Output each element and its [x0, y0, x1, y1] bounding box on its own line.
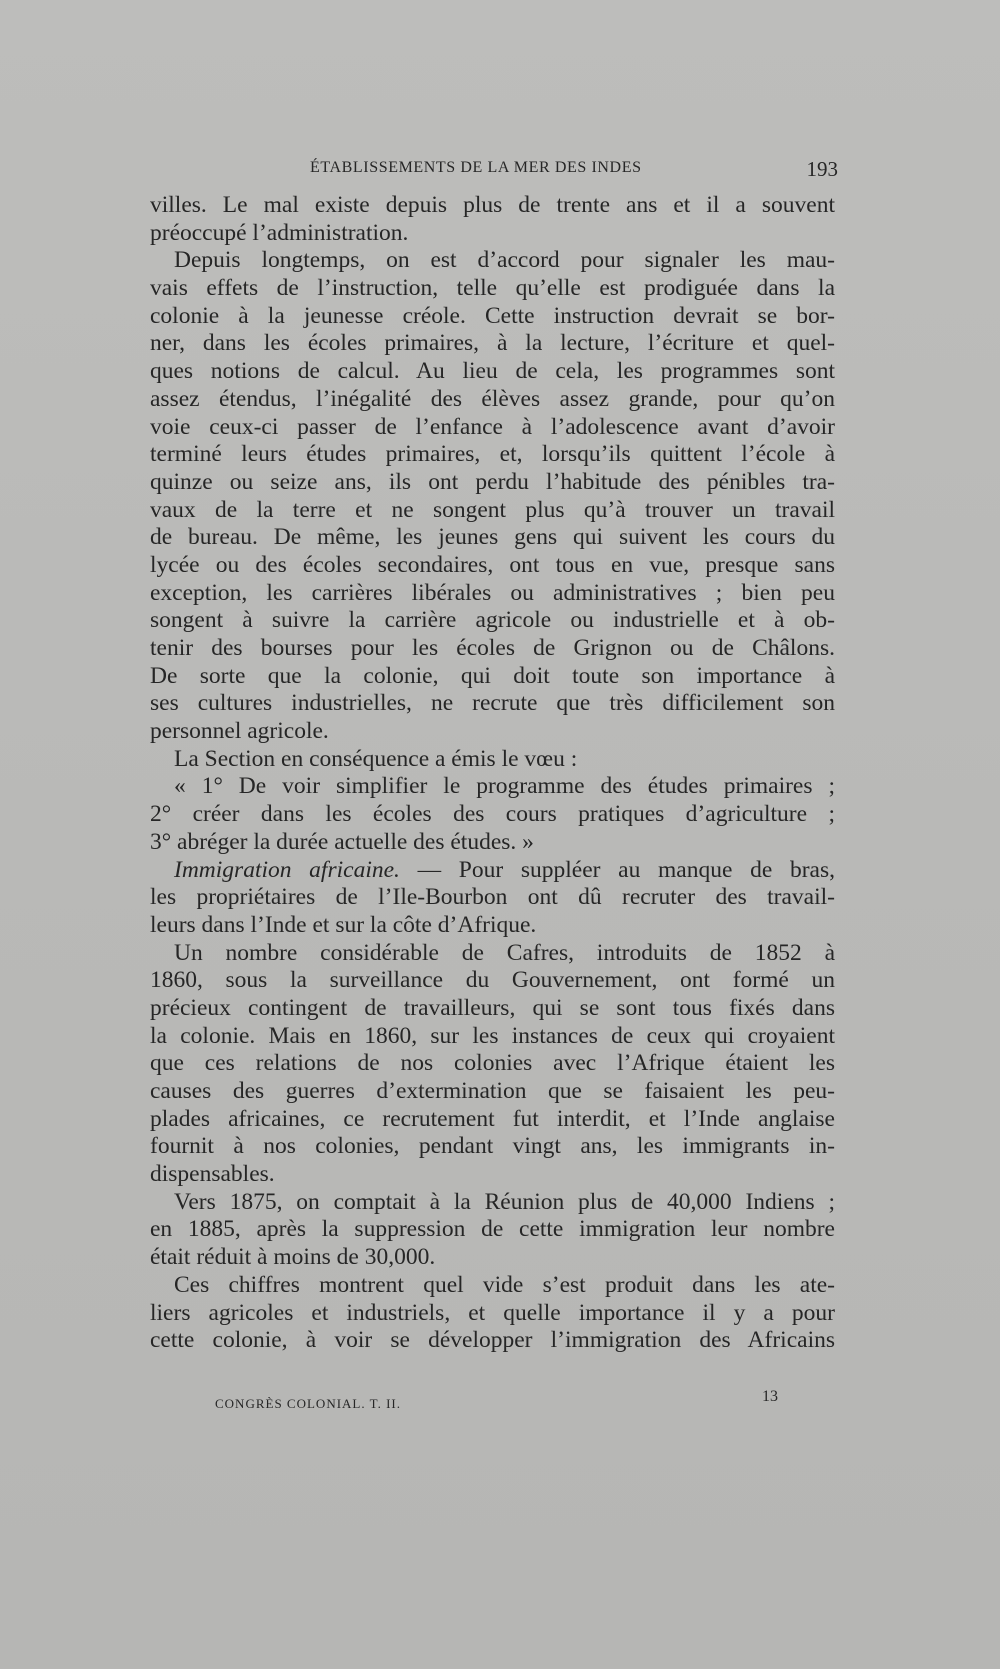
page-number: 193: [806, 157, 838, 181]
text-line: vaux de la terre et ne songent plus qu’à trouver un travail: [150, 496, 835, 523]
text-line: leurs dans l’Inde et sur la côte d’Afrique.: [150, 911, 537, 938]
text-line: 2° créer dans les écoles des cours pratiques d’agriculture ;: [150, 801, 835, 828]
text-line: La Section en conséquence a émis le vœu :: [174, 745, 578, 772]
text-line: assez étendus, l’inégalité des élèves assez grande, pour qu’on: [150, 385, 835, 412]
text-line: de bureau. De même, les jeunes gens qui suivent les cours du: [150, 524, 835, 551]
text-line: Depuis longtemps, on est d’accord pour signaler les mau-: [174, 247, 835, 274]
text-line: causes des guerres d’extermination que se faisaient les peu-: [150, 1078, 835, 1104]
text-line: les propriétaires de l’Ile-Bourbon ont dû recruter des travail-: [150, 884, 835, 911]
text-line: en 1885, après la suppression de cette immigration leur nombre: [150, 1216, 835, 1243]
text-line: plades africaines, ce recrutement fut interdit, et l’Inde anglaise: [150, 1105, 835, 1132]
text-line: ses cultures industrielles, ne recrute que très difficilement son: [150, 690, 835, 717]
text-line: 1860, sous la surveillance du Gouvernement, ont formé un: [150, 967, 835, 994]
text-line: voie ceux-ci passer de l’enfance à l’adolescence avant d’avoir: [150, 413, 835, 440]
text-line: villes. Le mal existe depuis plus de trente ans et il a souvent: [150, 192, 835, 218]
text-line: personnel agricole.: [150, 718, 329, 745]
text-line: De sorte que la colonie, qui doit toute son importance à: [150, 662, 835, 689]
text-line: Ces chiffres montrent quel vide s’est produit dans les ate-: [174, 1271, 835, 1298]
section-heading-line: [150, 857, 835, 885]
text-line: tenir des bourses pour les écoles de Grignon ou de Châlons.: [150, 635, 835, 661]
signature-mark: 13: [762, 1388, 778, 1405]
text-line: songent à suivre la carrière agricole ou industrielle et à ob-: [150, 607, 835, 634]
text-line: précieux contingent de travailleurs, qui se sont tous fixés dans: [150, 994, 835, 1021]
text-line: ner, dans les écoles primaires, à la lecture, l’écriture et quel-: [150, 330, 835, 357]
text-line: vais effets de l’instruction, telle qu’elle est prodiguée dans la: [150, 275, 835, 302]
section-heading-continuation: — Pour suppléer au manque de bras,: [399, 856, 835, 883]
text-line: était réduit à moins de 30,000.: [150, 1244, 436, 1271]
text-line: préoccupé l’administration.: [150, 219, 409, 246]
text-line: quinze ou seize ans, ils ont perdu l’habitude des pénibles tra-: [150, 468, 835, 495]
text-line: lycée ou des écoles secondaires, ont tous en vue, presque sans: [150, 551, 835, 578]
text-line: liers agricoles et industriels, et quelle importance il y a pour: [150, 1299, 835, 1326]
text-line: 3° abréger la durée actuelle des études. »: [150, 828, 534, 855]
text-line: « 1° De voir simplifier le programme des études primaires ;: [174, 773, 835, 800]
page-footer: [150, 1388, 850, 1418]
body-text: [150, 192, 835, 1355]
text-line: la colonie. Mais en 1860, sur les instances de ceux qui croyaient: [150, 1022, 835, 1049]
text-line: fournit à nos colonies, pendant vingt ans, les immigrants in-: [150, 1133, 835, 1160]
text-line: colonie à la jeunesse créole. Cette instruction devrait se bor-: [150, 302, 835, 329]
text-line: Vers 1875, on comptait à la Réunion plus de 40,000 Indiens ;: [174, 1188, 835, 1215]
text-line: exception, les carrières libérales ou administratives ; bien peu: [150, 579, 835, 606]
footer-signature: CONGRÈS COLONIAL. T. II.: [215, 1396, 402, 1411]
text-line: ques notions de calcul. Au lieu de cela, les programmes sont: [150, 358, 835, 385]
text-line: que ces relations de nos colonies avec l’Afrique étaient les: [150, 1050, 835, 1077]
running-title: ÉTABLISSEMENTS DE LA MER DES INDES: [310, 159, 642, 176]
running-head: [150, 157, 850, 187]
section-heading: Immigration africaine.: [174, 856, 400, 883]
text-line: Un nombre considérable de Cafres, introduits de 1852 à: [174, 939, 835, 966]
text-line: cette colonie, à voir se développer l’immigration des Africains: [150, 1327, 835, 1354]
text-line: terminé leurs études primaires, et, lorsqu’ils quittent l’école à: [150, 441, 835, 468]
text-line: dispensables.: [150, 1161, 275, 1188]
